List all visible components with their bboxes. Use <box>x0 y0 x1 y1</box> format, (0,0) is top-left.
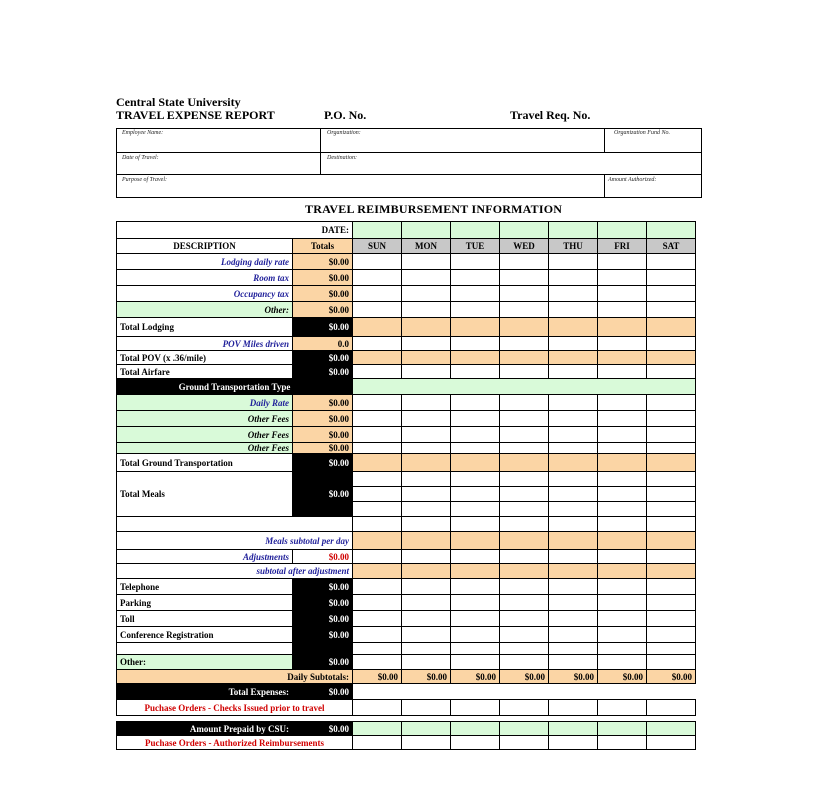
table-row <box>117 337 696 351</box>
row-label: Telephone <box>117 579 293 595</box>
daily-subtotals-row <box>117 670 696 684</box>
table-row <box>117 579 696 595</box>
date-fri[interactable] <box>598 222 647 239</box>
report-title: TRAVEL EXPENSE REPORT <box>116 108 275 122</box>
table-row <box>117 655 696 670</box>
row-label: Total Lodging <box>117 318 293 337</box>
daily-subtotal-mon: $0.00 <box>402 670 451 684</box>
row-label[interactable]: Other: <box>117 302 293 318</box>
organization-field[interactable]: Organization: <box>327 130 361 136</box>
day-header-sun: SUN <box>353 239 402 254</box>
date-of-travel-field[interactable]: Date of Travel: <box>122 155 159 161</box>
daily-subtotal-tue: $0.00 <box>451 670 500 684</box>
table-row <box>117 611 696 627</box>
purpose-field[interactable]: Purpose of Travel: <box>122 177 167 183</box>
ground-type-input[interactable] <box>353 379 696 395</box>
org-fund-field[interactable]: Organization Fund No. <box>614 130 670 136</box>
row-total: $0.00 <box>293 365 353 379</box>
row-total: $0.00 <box>293 472 353 517</box>
row-total: $0.00 <box>293 427 353 443</box>
row-label: Meals subtotal per day <box>117 532 353 550</box>
row-label[interactable]: Other Fees <box>117 443 293 454</box>
row-label: Parking <box>117 595 293 611</box>
table-row <box>117 427 696 443</box>
row-total: $0.00 <box>293 443 353 454</box>
table-row <box>117 454 696 472</box>
day-header-fri: FRI <box>598 239 647 254</box>
row-label: Adjustments <box>117 550 293 564</box>
date-row <box>117 222 696 239</box>
row-total: $0.00 <box>293 722 353 736</box>
row-label: Total Ground Transportation <box>117 454 293 472</box>
date-thu[interactable] <box>549 222 598 239</box>
day-header-mon: MON <box>402 239 451 254</box>
row-total: $0.00 <box>293 411 353 427</box>
row-label: Total POV (x .36/mile) <box>117 351 293 365</box>
table-row <box>117 472 696 487</box>
daily-subtotal-fri: $0.00 <box>598 670 647 684</box>
table-row <box>117 627 696 643</box>
date-tue[interactable] <box>451 222 500 239</box>
total-expenses-row <box>117 684 696 700</box>
date-sat[interactable] <box>647 222 696 239</box>
row-label: Total Expenses: <box>117 684 293 700</box>
amount-prepaid-row <box>117 722 696 736</box>
row-total: $0.00 <box>293 286 353 302</box>
table-row <box>117 318 696 337</box>
row-label: Lodging daily rate <box>117 254 293 270</box>
ground-type-header: Ground Transportation Type <box>117 379 353 395</box>
daily-subtotal-sun: $0.00 <box>353 670 402 684</box>
description-header: DESCRIPTION <box>117 239 293 254</box>
row-total: $0.00 <box>293 351 353 365</box>
day-header-thu: THU <box>549 239 598 254</box>
date-sun[interactable] <box>353 222 402 239</box>
row-label[interactable]: Other Fees <box>117 427 293 443</box>
section-title: TRAVEL REIMBURSEMENT INFORMATION <box>305 202 563 216</box>
row-total: $0.00 <box>293 318 353 337</box>
reimbursement-table <box>116 221 696 750</box>
table-row <box>117 351 696 365</box>
row-total: $0.00 <box>293 611 353 627</box>
row-label: Conference Registration <box>117 627 293 643</box>
university-name: Central State University <box>116 95 241 109</box>
table-row <box>117 532 696 550</box>
table-row <box>117 254 696 270</box>
po-label: P.O. No. <box>324 108 367 122</box>
table-row <box>117 365 696 379</box>
daily-subtotal-thu: $0.00 <box>549 670 598 684</box>
date-mon[interactable] <box>402 222 451 239</box>
row-label: Amount Prepaid by CSU: <box>117 722 293 736</box>
row-total: $0.00 <box>293 579 353 595</box>
employee-name-field[interactable]: Employee Name: <box>122 130 164 136</box>
row-label: Daily Subtotals: <box>117 670 353 684</box>
day-header-sat: SAT <box>647 239 696 254</box>
date-label: DATE: <box>293 222 353 239</box>
row-total: $0.00 <box>293 454 353 472</box>
row-total: 0.0 <box>293 337 353 351</box>
travel-req-label: Travel Req. No. <box>510 108 591 122</box>
table-row <box>117 564 696 579</box>
table-row <box>117 736 696 750</box>
row-total: $0.00 <box>293 395 353 411</box>
row-total: $0.00 <box>293 270 353 286</box>
row-total: $0.00 <box>293 655 353 670</box>
table-row <box>117 443 696 454</box>
row-label: Room tax <box>117 270 293 286</box>
info-box <box>116 128 702 198</box>
row-label[interactable]: Other Fees <box>117 411 293 427</box>
row-total: $0.00 <box>293 684 353 700</box>
table-row <box>117 379 696 395</box>
row-label: Puchase Orders - Checks Issued prior to travel <box>117 700 353 716</box>
row-total: $0.00 <box>293 254 353 270</box>
table-row <box>117 595 696 611</box>
table-row <box>117 411 696 427</box>
amount-authorized-field[interactable]: Amount Authorized: <box>608 177 657 183</box>
daily-subtotal-sat: $0.00 <box>647 670 696 684</box>
day-header-tue: TUE <box>451 239 500 254</box>
row-label: Total Meals <box>117 472 293 517</box>
table-row <box>117 395 696 411</box>
totals-header: Totals <box>293 239 353 254</box>
row-total: $0.00 <box>293 302 353 318</box>
row-total: $0.00 <box>293 550 353 564</box>
table-row <box>117 550 696 564</box>
row-label[interactable]: Other: <box>117 655 293 670</box>
row-label: POV Miles driven <box>117 337 293 351</box>
day-header-wed: WED <box>500 239 549 254</box>
row-label: Total Airfare <box>117 365 293 379</box>
row-label: subtotal after adjustment <box>117 564 353 579</box>
table-row <box>117 302 696 318</box>
destination-field[interactable]: Destination: <box>327 155 357 161</box>
table-row <box>117 700 696 716</box>
row-label: Puchase Orders - Authorized Reimbursements <box>117 736 353 750</box>
row-label[interactable]: Daily Rate <box>117 395 293 411</box>
row-total: $0.00 <box>293 595 353 611</box>
column-header-row <box>117 239 696 254</box>
row-label: Occupancy tax <box>117 286 293 302</box>
table-row <box>117 270 696 286</box>
row-label: Toll <box>117 611 293 627</box>
date-wed[interactable] <box>500 222 549 239</box>
daily-subtotal-wed: $0.00 <box>500 670 549 684</box>
table-row <box>117 286 696 302</box>
row-total: $0.00 <box>293 627 353 643</box>
